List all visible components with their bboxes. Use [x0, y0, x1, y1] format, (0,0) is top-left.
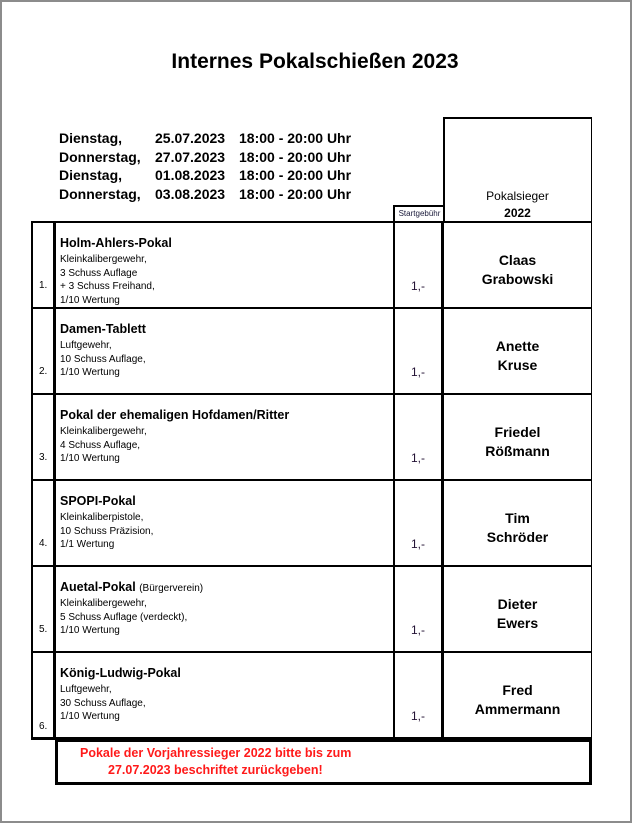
trophy-name-line [60, 579, 203, 597]
table-row [31, 479, 592, 565]
trophy-detail: 5 Schuss Auflage (verdeckt), [60, 611, 188, 623]
fee-cell [393, 567, 444, 651]
trophy-detail: 10 Schuss Präzision, [60, 525, 154, 537]
trophy-detail: 3 Schuss Auflage [60, 267, 138, 279]
fee-cell [393, 395, 444, 479]
schedule [59, 129, 351, 203]
winner-cell [444, 567, 592, 651]
trophy-description-cell [56, 395, 393, 479]
winner-last-name: Kruse [497, 357, 538, 373]
trophy-name: Auetal-Pokal [60, 580, 136, 594]
row-number: 2. [39, 366, 48, 377]
row-number-cell [31, 567, 56, 651]
schedule-date: 25.07.2023 [155, 130, 226, 146]
table-row [31, 565, 592, 651]
table-row [31, 393, 592, 479]
trophy-name: Damen-Tablett [60, 322, 146, 336]
schedule-date: 03.08.2023 [155, 185, 226, 202]
trophy-description [60, 321, 146, 380]
entry-fee: 1,- [410, 709, 425, 723]
winner-cell [444, 223, 592, 307]
return-notice [55, 739, 592, 785]
winner-name [444, 337, 591, 375]
trophy-description [60, 579, 203, 638]
row-number-cell [31, 653, 56, 737]
schedule-time: 18:00 - 20:00 Uhr [239, 148, 352, 165]
fee-header: Startgebühr [393, 205, 444, 222]
notice-line-1: Pokale der Vorjahressieger 2022 bitte bis zum [80, 746, 352, 760]
trophy-detail: Kleinkalibergewehr, [60, 598, 147, 609]
row-number-cell [31, 223, 56, 307]
schedule-date: 27.07.2023 [155, 148, 226, 165]
trophy-description-cell [56, 309, 393, 393]
trophy-name: SPOPI-Pokal [60, 494, 136, 508]
schedule-row [59, 185, 351, 204]
entry-fee: 1,- [410, 623, 425, 637]
schedule-day: Dienstag, [59, 130, 123, 146]
entry-fee: 1,- [410, 537, 425, 551]
trophy-name-line [60, 407, 289, 425]
schedule-row [59, 129, 351, 148]
row-number-cell [31, 395, 56, 479]
winner-cell [444, 309, 592, 393]
table-row [31, 651, 592, 740]
trophy-description-cell [56, 567, 393, 651]
winner-first-name: Tim [505, 510, 530, 526]
row-number: 1. [39, 280, 48, 291]
trophy-name-line [60, 235, 172, 253]
winner-name [444, 595, 591, 633]
winner-name [444, 251, 591, 289]
row-number: 4. [39, 538, 48, 549]
notice-line-2: 27.07.2023 beschriftet zurückgeben! [108, 763, 323, 777]
trophy-detail: 1/10 Wertung [60, 367, 120, 378]
winner-last-name: Ammermann [474, 701, 561, 717]
schedule-row [59, 148, 351, 167]
winner-name [444, 509, 591, 547]
row-number-cell [31, 481, 56, 565]
trophy-detail: Luftgewehr, [60, 340, 112, 351]
trophy-detail: 10 Schuss Auflage, [60, 353, 146, 365]
trophy-name: Pokal der ehemaligen Hofdamen/Ritter [60, 408, 290, 422]
fee-cell [393, 481, 444, 565]
trophy-detail: Kleinkalibergewehr, [60, 426, 147, 437]
trophy-name-line [60, 493, 153, 511]
entry-fee: 1,- [410, 365, 425, 379]
document-title: Internes Pokalschießen 2023 [171, 50, 459, 73]
schedule-time: 18:00 - 20:00 Uhr [239, 185, 352, 202]
entry-fee: 1,- [410, 451, 425, 465]
winner-last-name: Rößmann [485, 443, 550, 459]
winner-first-name: Fred [502, 682, 533, 698]
winner-last-name: Schröder [486, 529, 549, 545]
trophy-detail: Luftgewehr, [60, 684, 112, 695]
winner-name [444, 423, 591, 461]
winner-first-name: Claas [498, 252, 537, 268]
fee-cell [393, 309, 444, 393]
trophy-table [31, 221, 592, 740]
trophy-detail: Kleinkaliberpistole, [60, 512, 144, 523]
schedule-day: Donnerstag, [59, 185, 141, 202]
trophy-description [60, 235, 172, 307]
winner-name [444, 681, 591, 719]
schedule-time: 18:00 - 20:00 Uhr [239, 130, 352, 146]
trophy-detail: 1/10 Wertung [60, 294, 120, 306]
winner-first-name: Dieter [497, 596, 538, 612]
winner-header-year: 2022 [504, 206, 531, 220]
winner-cell [444, 481, 592, 565]
trophy-detail: + 3 Schuss Freihand, [60, 281, 155, 292]
trophy-name-line [60, 665, 181, 683]
trophy-detail: 30 Schuss Auflage, [60, 697, 146, 709]
schedule-time: 18:00 - 20:00 Uhr [239, 167, 352, 183]
winner-cell [444, 395, 592, 479]
trophy-description-cell [56, 653, 393, 737]
trophy-detail: 1/1 Wertung [60, 539, 115, 550]
trophy-detail: 1/10 Wertung [60, 625, 120, 636]
trophy-name-extra: (Bürgerverein) [139, 583, 204, 594]
fee-cell [393, 653, 444, 737]
winner-last-name: Ewers [496, 615, 539, 631]
trophy-detail: 1/10 Wertung [60, 453, 120, 464]
trophy-description [60, 493, 153, 552]
schedule-date: 01.08.2023 [155, 167, 226, 183]
trophy-detail: 4 Schuss Auflage, [60, 439, 141, 451]
winner-first-name: Friedel [494, 424, 541, 440]
schedule-day: Dienstag, [59, 167, 123, 183]
trophy-description [60, 665, 181, 724]
table-row [31, 221, 592, 307]
trophy-description-cell [56, 223, 393, 307]
winner-header-label: Pokalsieger [486, 189, 549, 203]
trophy-description-cell [56, 481, 393, 565]
fee-cell [393, 223, 444, 307]
winner-cell [444, 653, 592, 737]
schedule-day: Donnerstag, [59, 148, 141, 165]
winner-first-name: Anette [495, 338, 540, 354]
trophy-name: König-Ludwig-Pokal [60, 666, 181, 680]
trophy-name-line [60, 321, 146, 339]
trophy-description [60, 407, 289, 466]
trophy-detail: Kleinkalibergewehr, [60, 254, 147, 265]
table-row [31, 307, 592, 393]
row-number: 3. [39, 452, 48, 463]
row-number-cell [31, 309, 56, 393]
row-number: 6. [39, 721, 48, 732]
winner-last-name: Grabowski [481, 271, 554, 287]
trophy-detail: 1/10 Wertung [60, 711, 120, 722]
trophy-name: Holm-Ahlers-Pokal [60, 236, 172, 250]
schedule-row [59, 166, 351, 185]
entry-fee: 1,- [410, 279, 425, 293]
row-number: 5. [39, 624, 48, 635]
